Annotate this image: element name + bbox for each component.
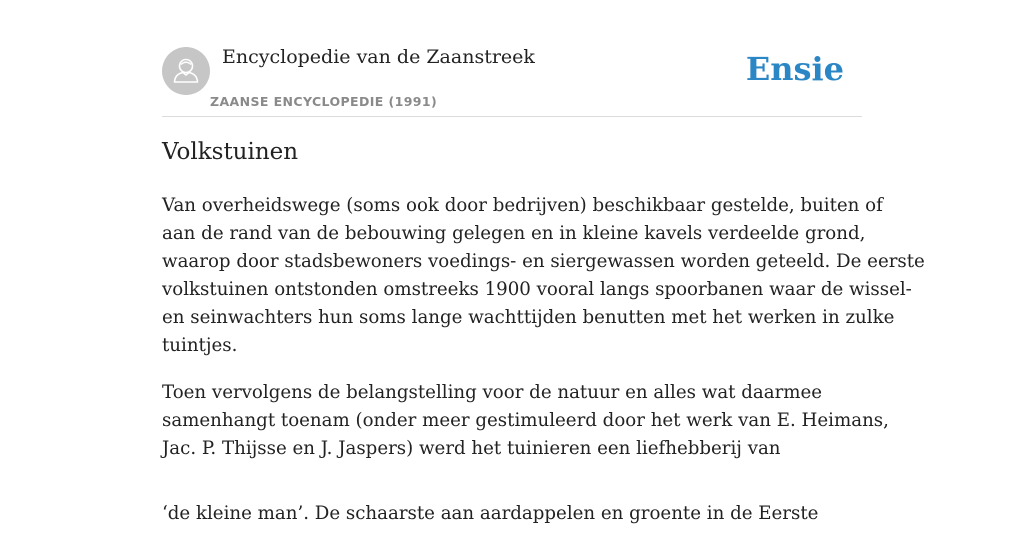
text-line: Van overheidswege (soms ook door bedrijven) beschikbaar gestelde, buiten of <box>162 195 883 216</box>
source-header <box>162 40 862 117</box>
text-line: en seinwachters hun soms lange wachttijden benutten met het werken in zulke <box>162 307 895 328</box>
user-avatar-icon[interactable] <box>162 47 210 95</box>
user-silhouette-icon <box>162 47 210 95</box>
paragraph <box>162 379 889 463</box>
brand-logo-link[interactable]: Ensie <box>745 50 844 88</box>
text-line: waarop door stadsbewoners voedings- en siergewassen worden geteeld. De eerste <box>162 251 925 272</box>
paragraph <box>162 500 872 528</box>
text-line: Jac. P. Thijsse en J. Jaspers) werd het tuinieren een liefhebberij van <box>162 438 781 459</box>
text-line: samenhangt toenam (onder meer gestimuleerd door het werk van E. Heimans, <box>162 410 889 431</box>
text-line: aan de rand van de bebouwing gelegen en in kleine kavels verdeelde grond, <box>162 223 866 244</box>
source-title-link[interactable]: Encyclopedie van de Zaanstreek <box>222 46 535 68</box>
text-line: volkstuinen ontstonden omstreeks 1900 vooral langs spoorbanen waar de wissel- <box>162 279 912 300</box>
paragraph <box>162 192 925 360</box>
article-title: Volkstuinen <box>162 139 299 165</box>
text-line: Toen vervolgens de belangstelling voor de natuur en alles wat daarmee <box>162 382 823 403</box>
source-subtitle: ZAANSE ENCYCLOPEDIE (1991) <box>210 94 438 109</box>
article-body <box>162 192 925 547</box>
text-line: tuintjes. <box>162 335 238 356</box>
text-line: ‘de kleine man’. De schaarste aan aardappelen en groente in de Eerste <box>162 503 819 524</box>
